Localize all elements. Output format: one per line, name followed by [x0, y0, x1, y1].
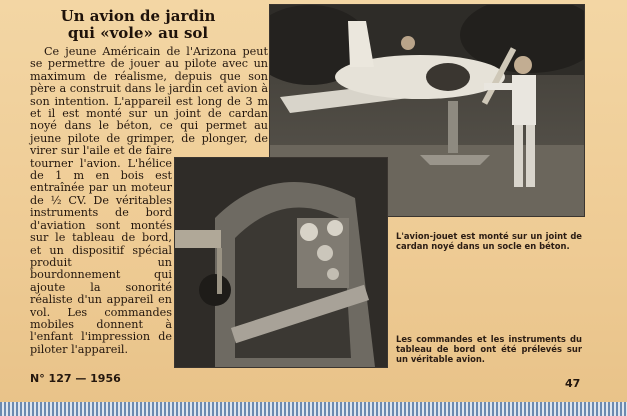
title-line-2: qui «vole» au sol: [67, 24, 209, 42]
scan-edge: [0, 402, 627, 416]
caption-cockpit: Les commandes et les instruments du tableau de bord ont été prélevés sur un véritable avion.: [396, 334, 582, 364]
photo-cockpit-instruments: [174, 157, 388, 368]
caption-airplane: L'avion-jouet est monté sur un joint de cardan noyé dans un socle en béton.: [396, 231, 582, 251]
page-number: 47: [565, 377, 581, 390]
title-line-1: Un avion de jardin: [60, 7, 216, 25]
cockpit-photo-illustration: [175, 158, 387, 367]
article-paragraph: Ce jeune Américain de l'Arizona peut se permettre de jouer au pilote avec un maximum de réalisme, depuis que son père a construit dans le jardin cet avion à son intention. L'appareil est long de 3 m et il est monté sur un joint de cardan noyé dans le béton, ce qui permet au jeune pilote de grimper, de plonger, de virer sur l'aile et de faire tourner l'avion. L'hélice de 1 m en bois est entraînée par un moteur de ½ CV. De véritables instruments de bord d'aviation sont montés sur le tableau de bord, et un dispositif spécial produit un bourdonnement qui ajoute la sonorité réaliste d'un appareil en vol. Les commandes mobiles donnent à l'enfant l'impression de piloter l'appareil.: [30, 45, 268, 356]
article-title: [14, 8, 262, 42]
issue-number: N° 127 — 1956: [30, 372, 121, 385]
